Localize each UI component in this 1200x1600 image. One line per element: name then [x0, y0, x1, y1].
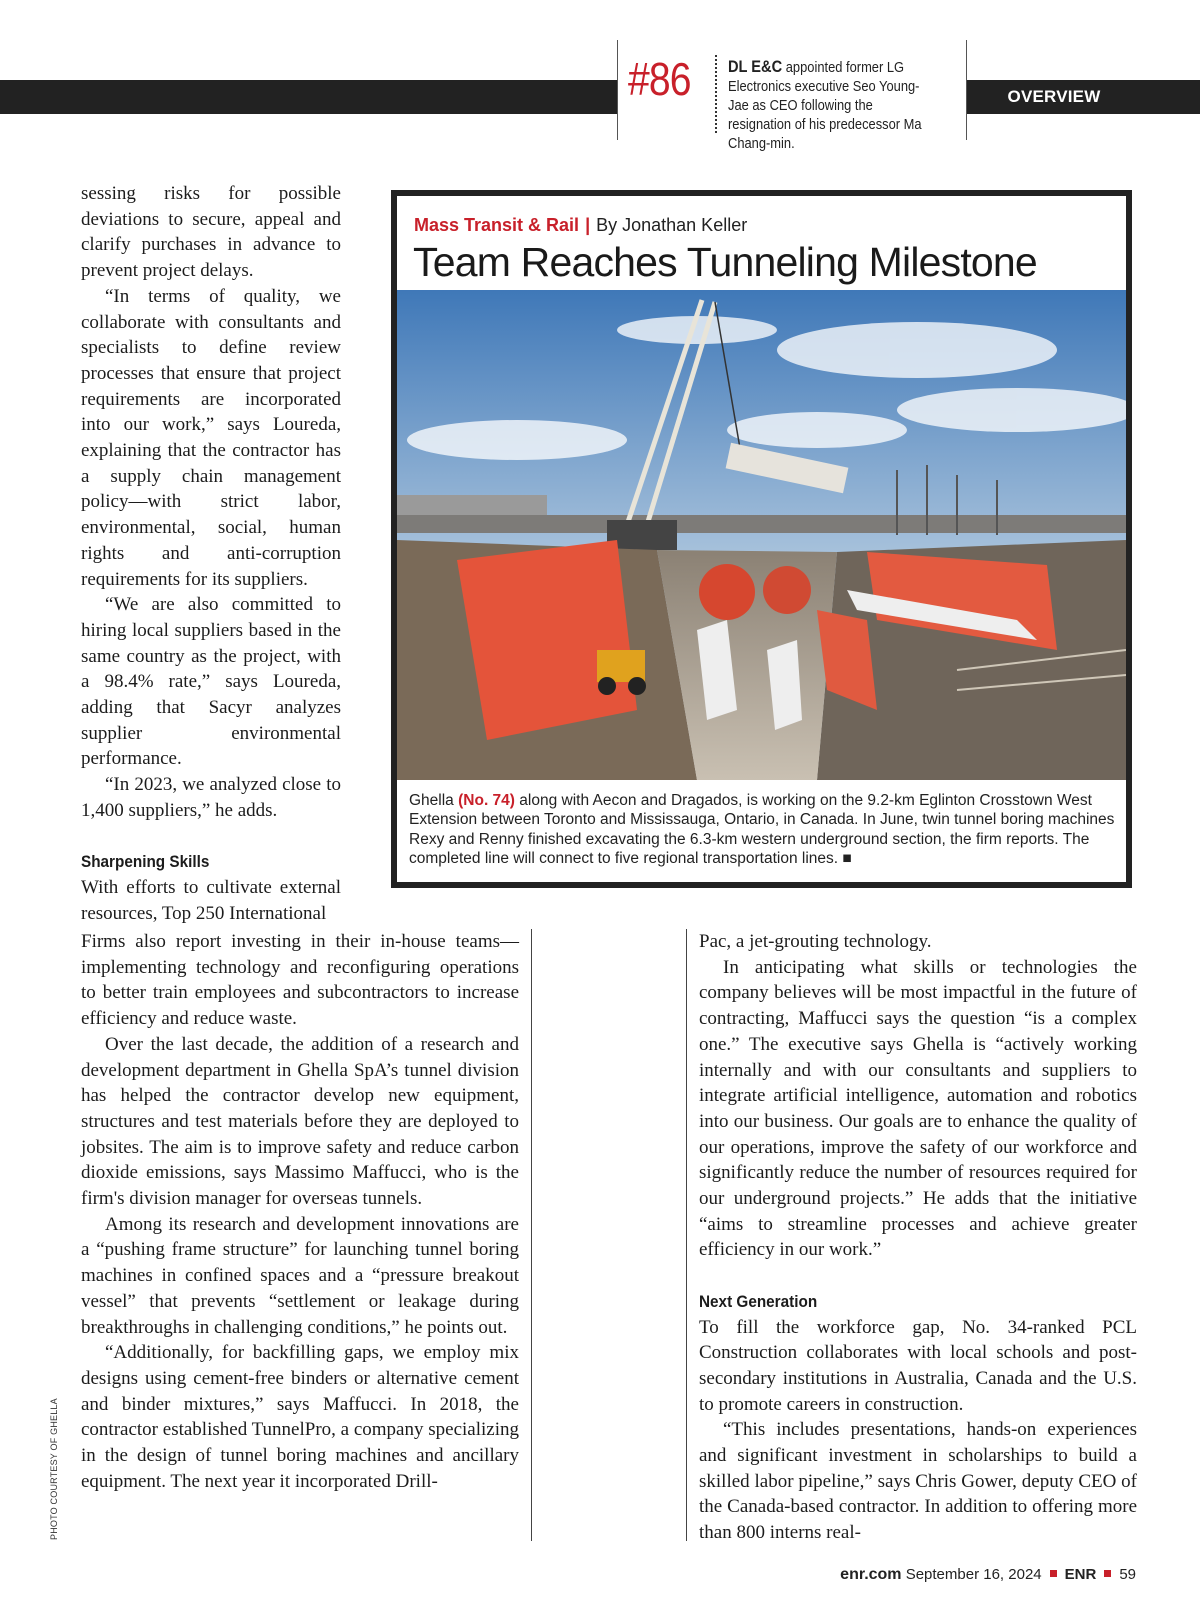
feature-kicker	[414, 213, 747, 237]
page-number: 59	[1119, 1566, 1136, 1583]
footer-site: enr.com	[840, 1566, 902, 1583]
body-paragraph: Pac, a jet-grouting technology.	[699, 931, 932, 952]
section-tag: OVERVIEW	[972, 80, 1136, 114]
rank-description: appointed former LG Electronics executive Seo Young-Jae as CEO following the resignation of his predecessor Ma Chang-min.	[728, 59, 922, 152]
body-paragraph: With efforts to cultivate external resources, Top 250 International	[81, 876, 341, 924]
caption-rank: (No. 74)	[458, 792, 515, 809]
body-paragraph: “In terms of quality, we collaborate with consultants and specialists to define review processes that ensure that project requirements are incorporated into our work,” says Loureda, explaining that the contractor has a supply chain management policy—with strict labor, environmental, social, human rights and anti-corruption requirements for its suppliers.	[81, 285, 341, 590]
caption-firm: Ghella	[409, 792, 454, 809]
column-rule	[531, 929, 532, 1541]
body-paragraph: Firms also report investing in their in-house teams—implementing technology and reconfiguring operations to better train employees and subcontractors to increase efficiency and reduce waste.	[81, 931, 519, 1030]
article-column-left-bottom	[81, 929, 519, 1494]
page-footer	[840, 1565, 1136, 1585]
section-heading: Next Generation	[699, 1291, 818, 1311]
footer-brand: ENR	[1064, 1566, 1097, 1583]
body-paragraph: Over the last decade, the addition of a research and development department in Ghella SpA’s tunnel division has helped the contractor develop new equipment, structures and test materials before they are deployed to jobsites. The aim is to improve safety and reduce carbon dioxide emissions, says Massimo Maffucci, who is the firm's division manager for overseas tunnels.	[81, 1033, 519, 1210]
body-paragraph: To fill the workforce gap, No. 34-ranked PCL Construction collaborates with local schools and post-secondary institutions in Australia, Canada and the U.S. to promote careers in construction.	[699, 1316, 1137, 1415]
body-paragraph: In anticipating what skills or technologies the company believes will be most impactful in the future of contracting, Maffucci says the question “is a complex one.” The executive says Ghella is “actively working internally and with our consultants and suppliers to integrate artificial intelligence, automation and robotics into our business. Our goals are to enhance the quality of our operations, improve the safety of our workforce and significantly reduce the number of resources required for our underground projects.” He adds that the initiative “aims to streamline processes and achieve greater efficiency in our work.”	[699, 956, 1137, 1261]
feature-section: Mass Transit & Rail	[414, 215, 580, 235]
rank-divider	[715, 55, 717, 133]
article-column-left-top	[81, 181, 341, 926]
photo-credit: PHOTO COURTESY OF GHELLA	[49, 1398, 59, 1540]
body-paragraph: Among its research and development innovations are a “pushing frame structure” for launching tunnel boring machines in confined spaces and a “pressure breakout vessel” that prevents “settlement or leakage during breakthroughs in challenging conditions,” he points out.	[81, 1213, 519, 1338]
feature-title: Team Reaches Tunneling Milestone	[413, 239, 1037, 285]
body-paragraph: sessing risks for possible deviations to secure, appeal and clarify purchases in advance to prevent project delays.	[81, 183, 341, 282]
body-paragraph: “Additionally, for backfilling gaps, we employ mix designs using cement-free binders or alternative cement and binder mixtures,” says Maffucci. In 2018, the contractor established TunnelPro, a company specializing in the design of tunnel boring machines and ancillary equipment. The next year it incorporated Drill-	[81, 1342, 519, 1492]
body-paragraph: “This includes presentations, hands-on experiences and significant investment in scholarships to build a skilled labor pipeline,” says Chris Gower, deputy CEO of the Canada-based contractor. In addition to offering more than 800 interns real-	[699, 1419, 1137, 1544]
feature-byline: By Jonathan Keller	[596, 215, 748, 235]
footer-date: September 16, 2024	[905, 1566, 1042, 1583]
footer-separator	[1104, 1570, 1111, 1577]
body-paragraph: “In 2023, we analyzed close to 1,400 suppliers,” he adds.	[81, 774, 341, 821]
rank-company: DL E&C	[728, 57, 783, 76]
section-heading: Sharpening Skills	[81, 852, 210, 872]
body-paragraph: “We are also committed to hiring local suppliers based in the same country as the project, with a 98.4% rate,” says Loureda, adding that Sacyr analyzes supplier environmental performance.	[81, 594, 341, 770]
feature-caption	[409, 791, 1119, 868]
caption-text: along with Aecon and Dragados, is working on the 9.2-km Eglinton Crosstown West Extension between Toronto and Mississauga, Ontario, in Canada. In June, twin tunnel boring machines Rexy and Renny finished excavating the 6.3-km western underground section, the firm reports. The completed line will connect to five regional transportation lines. ■	[409, 792, 1115, 867]
article-column-right	[699, 929, 1137, 1546]
kicker-divider: |	[585, 215, 591, 235]
rank-number: #86	[628, 53, 691, 105]
feature-photo	[397, 290, 1126, 780]
footer-separator	[1050, 1570, 1057, 1577]
rank-callout-text	[728, 57, 934, 153]
column-rule	[686, 929, 687, 1541]
